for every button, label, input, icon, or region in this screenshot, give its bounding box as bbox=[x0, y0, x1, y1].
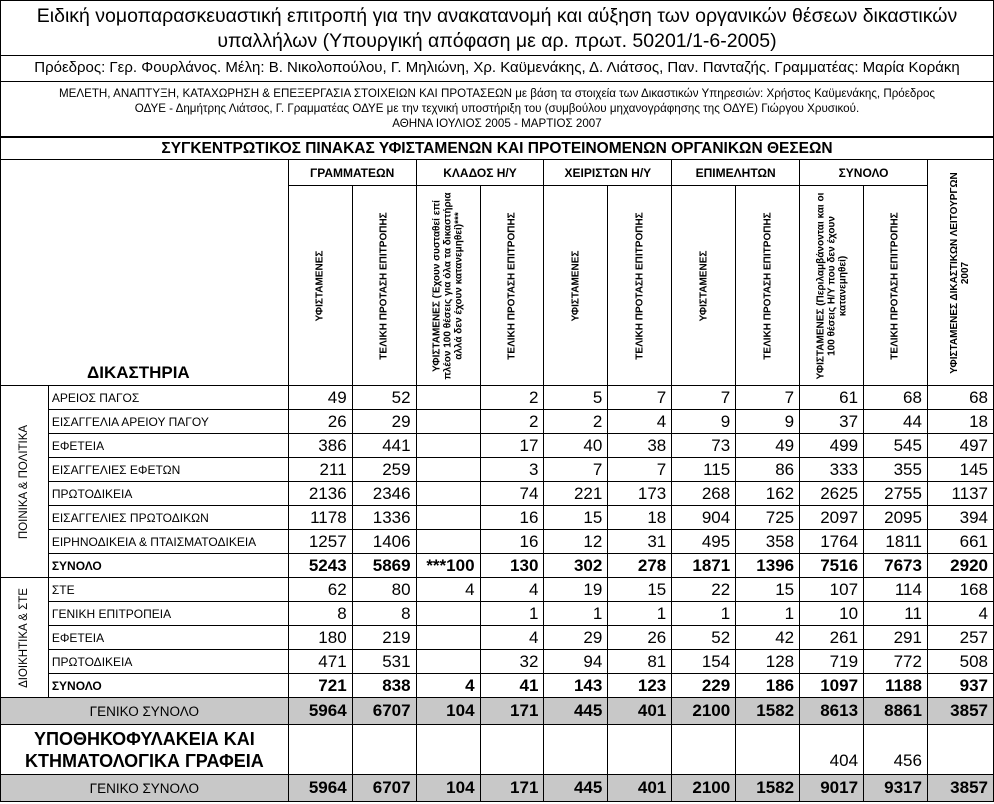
total-cell-col-6: 123 bbox=[608, 674, 672, 698]
mortgage-registries-col-9: 404 bbox=[800, 725, 864, 775]
cell-col-3 bbox=[416, 434, 480, 458]
cell-col-4: 4 bbox=[480, 626, 544, 650]
grand-total-cell-col-1: 5964 bbox=[288, 775, 352, 802]
grand-total-cell-col-9: 9017 bbox=[800, 775, 864, 802]
cell-col-11: 661 bbox=[927, 530, 993, 554]
cell-col-4: 17 bbox=[480, 434, 544, 458]
grand-total-cell-col-5: 445 bbox=[544, 775, 608, 802]
court-name: ΕΙΣΑΓΓΕΛΙΕΣ ΠΡΩΤΟΔΙΚΩΝ bbox=[48, 506, 288, 530]
subheader-judicial-officers-text: ΥΦΙΣΤΑΜΕΝΕΣ ΔΙΚΑΣΤΙΚΩΝ ΛΕΙΤΟΥΡΓΩΝ 2007 bbox=[949, 171, 972, 374]
cell-col-8: 42 bbox=[736, 626, 800, 650]
cell-col-9: 10 bbox=[800, 602, 864, 626]
cell-col-5: 19 bbox=[544, 578, 608, 602]
cell-col-11: 18 bbox=[927, 410, 993, 434]
cell-col-3 bbox=[416, 386, 480, 410]
courts-column-header: ΔΙΚΑΣΤΗΡΙΑ bbox=[1, 160, 289, 386]
grand-total-cell-col-8: 1582 bbox=[736, 775, 800, 802]
cell-col-7: 495 bbox=[672, 530, 736, 554]
grand-total-cell-col-6: 401 bbox=[608, 775, 672, 802]
cell-col-11: 394 bbox=[927, 506, 993, 530]
cell-col-8: 49 bbox=[736, 434, 800, 458]
total-cell-col-9: 7516 bbox=[800, 554, 864, 578]
cell-col-10: 1811 bbox=[864, 530, 928, 554]
cell-col-11: 257 bbox=[927, 626, 993, 650]
court-name: ΑΡΕΙΟΣ ΠΑΓΟΣ bbox=[48, 386, 288, 410]
table-row bbox=[1, 530, 994, 554]
cell-col-1: 1178 bbox=[288, 506, 352, 530]
cell-col-2: 531 bbox=[352, 650, 416, 674]
cell-col-11: 68 bbox=[927, 386, 993, 410]
court-name: ΕΙΡΗΝΟΔΙΚΕΙΑ & ΠΤΑΙΣΜΑΤΟΔΙΚΕΙΑ bbox=[48, 530, 288, 554]
mortgage-registries-col-4 bbox=[480, 725, 544, 775]
study-credits-line-1: ΜΕΛΕΤΗ, ΑΝΑΠΤΥΞΗ, ΚΑΤΑΧΩΡΗΣΗ & ΕΠΕΞΕΡΓΑΣΙΑ ΣΤΟΙΧΕΙΩΝ ΚΑΙ ΠΡΟΤΑΣΕΩΝ με βάση τα στοιχεία των Δικαστικών Υπηρεσιών: Χρήστος Καϋμενάκης, Πρόεδρος bbox=[58, 87, 936, 100]
cell-col-10: 355 bbox=[864, 458, 928, 482]
cell-col-7: 7 bbox=[672, 386, 736, 410]
total-cell-col-7: 229 bbox=[672, 674, 736, 698]
cell-col-4: 4 bbox=[480, 578, 544, 602]
grand-total-cell-col-5: 445 bbox=[544, 698, 608, 725]
cell-col-7: 22 bbox=[672, 578, 736, 602]
cell-col-10: 44 bbox=[864, 410, 928, 434]
table-row bbox=[1, 410, 994, 434]
sub-pc-existing-header bbox=[544, 186, 608, 386]
cell-col-2: 259 bbox=[352, 458, 416, 482]
total-cell-col-5: 143 bbox=[544, 674, 608, 698]
group-header-it-branch: ΚΛΑΔΟΣ Η/Υ bbox=[416, 160, 544, 186]
cell-col-1: 1257 bbox=[288, 530, 352, 554]
court-name: ΠΡΩΤΟΔΙΚΕΙΑ bbox=[48, 482, 288, 506]
grand-total-label: ΓΕΝΙΚΟ ΣΥΝΟΛΟ bbox=[1, 698, 289, 725]
cell-col-6: 4 bbox=[608, 410, 672, 434]
cell-col-10: 291 bbox=[864, 626, 928, 650]
summary-table-title: ΣΥΓΚΕΝΤΡΩΤΙΚΟΣ ΠΙΝΑΚΑΣ ΥΦΙΣΤΑΜΕΝΩΝ ΚΑΙ ΠΡΟΤΕΙΝΟΜΕΝΩΝ ΟΡΓΑΝΙΚΩΝ ΘΕΣΕΩΝ bbox=[1, 138, 994, 160]
grand-total-row bbox=[1, 775, 994, 802]
cell-col-9: 2625 bbox=[800, 482, 864, 506]
cell-col-10: 2095 bbox=[864, 506, 928, 530]
cell-col-10: 2755 bbox=[864, 482, 928, 506]
cell-col-9: 261 bbox=[800, 626, 864, 650]
sub-sec-proposal-text: ΤΕΛΙΚΗ ΠΡΟΤΑΣΗ ΕΠΙΤΡΟΠΗΣ bbox=[378, 211, 390, 360]
grand-total-row bbox=[1, 698, 994, 725]
cell-col-8: 358 bbox=[736, 530, 800, 554]
cell-col-9: 61 bbox=[800, 386, 864, 410]
sub-pc-proposal-text: ΤΕΛΙΚΗ ΠΡΟΤΑΣΗ ΕΠΙΤΡΟΠΗΣ bbox=[634, 211, 646, 360]
mortgage-registries-col-8 bbox=[736, 725, 800, 775]
cell-col-10: 68 bbox=[864, 386, 928, 410]
cell-col-8: 7 bbox=[736, 386, 800, 410]
section-total-row bbox=[1, 554, 994, 578]
cell-col-4: 2 bbox=[480, 386, 544, 410]
cell-col-6: 81 bbox=[608, 650, 672, 674]
section-total-row bbox=[1, 674, 994, 698]
sub-it-existing-header bbox=[416, 186, 480, 386]
cell-col-9: 1764 bbox=[800, 530, 864, 554]
sub-bail-proposal-header bbox=[736, 186, 800, 386]
cell-col-2: 52 bbox=[352, 386, 416, 410]
group-header-secretaries: ΓΡΑΜΜΑΤΕΩΝ bbox=[288, 160, 416, 186]
cell-col-3 bbox=[416, 626, 480, 650]
table-row bbox=[1, 458, 994, 482]
cell-col-1: 8 bbox=[288, 602, 352, 626]
cell-col-1: 26 bbox=[288, 410, 352, 434]
cell-col-7: 9 bbox=[672, 410, 736, 434]
cell-col-2: 441 bbox=[352, 434, 416, 458]
cell-col-6: 7 bbox=[608, 386, 672, 410]
sub-sec-existing-header bbox=[288, 186, 352, 386]
cell-col-1: 62 bbox=[288, 578, 352, 602]
group-header-total: ΣΥΝΟΛΟ bbox=[800, 160, 928, 186]
cell-col-4: 3 bbox=[480, 458, 544, 482]
court-name: ΣΤΕ bbox=[48, 578, 288, 602]
cell-col-1: 180 bbox=[288, 626, 352, 650]
subheader-judicial-officers bbox=[927, 160, 993, 386]
cell-col-9: 37 bbox=[800, 410, 864, 434]
cell-col-11: 508 bbox=[927, 650, 993, 674]
cell-col-3 bbox=[416, 410, 480, 434]
grand-total-cell-col-11: 3857 bbox=[927, 698, 993, 725]
cell-col-7: 1 bbox=[672, 602, 736, 626]
cell-col-9: 333 bbox=[800, 458, 864, 482]
cell-col-6: 1 bbox=[608, 602, 672, 626]
table-row bbox=[1, 578, 994, 602]
grand-total-cell-col-8: 1582 bbox=[736, 698, 800, 725]
cell-col-5: 5 bbox=[544, 386, 608, 410]
cell-col-6: 31 bbox=[608, 530, 672, 554]
cell-col-1: 2136 bbox=[288, 482, 352, 506]
table-row bbox=[1, 602, 994, 626]
sub-total-proposal-text: ΤΕΛΙΚΗ ΠΡΟΤΑΣΗ ΕΠΙΤΡΟΠΗΣ bbox=[889, 211, 901, 360]
document-title: Ειδική νομοπαρασκευαστική επιτροπή για την ανακατανομή και αύξηση των οργανικών θέσεων δικαστικών υπαλλήλων (Υπουργική απόφαση με αρ. πρωτ. 50201/1-6-2005) bbox=[0, 0, 994, 56]
total-cell-col-5: 302 bbox=[544, 554, 608, 578]
grand-total-cell-col-7: 2100 bbox=[672, 698, 736, 725]
cell-col-11: 4 bbox=[927, 602, 993, 626]
grand-total-label: ΓΕΝΙΚΟ ΣΥΝΟΛΟ bbox=[1, 775, 289, 802]
cell-col-3 bbox=[416, 482, 480, 506]
cell-col-5: 15 bbox=[544, 506, 608, 530]
court-name: ΕΙΣΑΓΓΕΛΙΑ ΑΡΕΙΟΥ ΠΑΓΟΥ bbox=[48, 410, 288, 434]
cell-col-2: 80 bbox=[352, 578, 416, 602]
grand-total-cell-col-9: 8613 bbox=[800, 698, 864, 725]
total-cell-col-1: 721 bbox=[288, 674, 352, 698]
table-row bbox=[1, 650, 994, 674]
cell-col-11: 145 bbox=[927, 458, 993, 482]
committee-members: Πρόεδρος: Γερ. Φουρλάνος. Μέλη: Β. Νικολοπούλου, Γ. Μηλιώνη, Χρ. Καϋμενάκης, Δ. Λιάτσος, Παν. Πανταζής. Γραμματέας: Μαρία Κοράκη bbox=[0, 56, 994, 82]
cell-col-5: 2 bbox=[544, 410, 608, 434]
grand-total-cell-col-10: 8861 bbox=[864, 698, 928, 725]
cell-col-3 bbox=[416, 530, 480, 554]
mortgage-registries-col-6 bbox=[608, 725, 672, 775]
sub-total-existing-text: ΥΦΙΣΤΑΜΕΝΕΣ (Περιλαμβάνονται και οι 100 θέσεις Η/Υ που δεν έχουν κατανεμηθεί) bbox=[815, 192, 849, 379]
grand-total-cell-col-4: 171 bbox=[480, 775, 544, 802]
cell-col-7: 268 bbox=[672, 482, 736, 506]
total-cell-col-6: 278 bbox=[608, 554, 672, 578]
cell-col-3 bbox=[416, 602, 480, 626]
mortgage-registries-col-2 bbox=[352, 725, 416, 775]
section-label-cell bbox=[1, 386, 49, 578]
cell-col-4: 1 bbox=[480, 602, 544, 626]
grand-total-cell-col-2: 6707 bbox=[352, 698, 416, 725]
sub-it-proposal-text: ΤΕΛΙΚΗ ΠΡΟΤΑΣΗ ΕΠΙΤΡΟΠΗΣ bbox=[506, 211, 518, 360]
cell-col-4: 16 bbox=[480, 506, 544, 530]
cell-col-9: 719 bbox=[800, 650, 864, 674]
total-cell-col-11: 2920 bbox=[927, 554, 993, 578]
cell-col-3: 4 bbox=[416, 578, 480, 602]
mortgage-registries-col-11 bbox=[927, 725, 993, 775]
grand-total-cell-col-7: 2100 bbox=[672, 775, 736, 802]
total-cell-col-2: 5869 bbox=[352, 554, 416, 578]
mortgage-registries-col-3 bbox=[416, 725, 480, 775]
total-cell-col-3: 4 bbox=[416, 674, 480, 698]
cell-col-1: 386 bbox=[288, 434, 352, 458]
section-total-label: ΣΥΝΟΛΟ bbox=[48, 554, 288, 578]
cell-col-3 bbox=[416, 506, 480, 530]
cell-col-4: 2 bbox=[480, 410, 544, 434]
mortgage-registries-label: ΥΠΟΘΗΚΟΦΥΛΑΚΕΙΑ ΚΑΙ ΚΤΗΜΑΤΟΛΟΓΙΚΑ ΓΡΑΦΕΙΑ bbox=[1, 725, 289, 775]
cell-col-5: 1 bbox=[544, 602, 608, 626]
grand-total-cell-col-11: 3857 bbox=[927, 775, 993, 802]
cell-col-5: 94 bbox=[544, 650, 608, 674]
cell-col-10: 114 bbox=[864, 578, 928, 602]
cell-col-7: 904 bbox=[672, 506, 736, 530]
cell-col-7: 154 bbox=[672, 650, 736, 674]
cell-col-1: 471 bbox=[288, 650, 352, 674]
sub-it-proposal-header bbox=[480, 186, 544, 386]
mortgage-registries-row bbox=[1, 725, 994, 775]
cell-col-11: 497 bbox=[927, 434, 993, 458]
total-cell-col-11: 937 bbox=[927, 674, 993, 698]
group-header-bailiffs: ΕΠΙΜΕΛΗΤΩΝ bbox=[672, 160, 800, 186]
total-cell-col-10: 1188 bbox=[864, 674, 928, 698]
total-cell-col-4: 130 bbox=[480, 554, 544, 578]
cell-col-3 bbox=[416, 650, 480, 674]
table-row bbox=[1, 626, 994, 650]
cell-col-5: 12 bbox=[544, 530, 608, 554]
cell-col-6: 26 bbox=[608, 626, 672, 650]
total-cell-col-10: 7673 bbox=[864, 554, 928, 578]
cell-col-8: 128 bbox=[736, 650, 800, 674]
mortgage-registries-col-7 bbox=[672, 725, 736, 775]
total-cell-col-7: 1871 bbox=[672, 554, 736, 578]
grand-total-cell-col-10: 9317 bbox=[864, 775, 928, 802]
grand-total-cell-col-4: 171 bbox=[480, 698, 544, 725]
cell-col-4: 16 bbox=[480, 530, 544, 554]
total-cell-col-8: 186 bbox=[736, 674, 800, 698]
cell-col-6: 15 bbox=[608, 578, 672, 602]
cell-col-6: 7 bbox=[608, 458, 672, 482]
total-cell-col-1: 5243 bbox=[288, 554, 352, 578]
study-credits-line-3: ΑΘΗΝΑ ΙΟΥΛΙΟΣ 2005 - ΜΑΡΤΙΟΣ 2007 bbox=[392, 117, 602, 130]
court-name: ΕΙΣΑΓΓΕΛΙΕΣ ΕΦΕΤΩΝ bbox=[48, 458, 288, 482]
cell-col-2: 1406 bbox=[352, 530, 416, 554]
sub-bail-proposal-text: ΤΕΛΙΚΗ ΠΡΟΤΑΣΗ ΕΠΙΤΡΟΠΗΣ bbox=[762, 211, 774, 360]
court-name: ΕΦΕΤΕΙΑ bbox=[48, 626, 288, 650]
cell-col-8: 15 bbox=[736, 578, 800, 602]
cell-col-8: 1 bbox=[736, 602, 800, 626]
cell-col-9: 2097 bbox=[800, 506, 864, 530]
cell-col-11: 168 bbox=[927, 578, 993, 602]
cell-col-2: 8 bbox=[352, 602, 416, 626]
cell-col-6: 38 bbox=[608, 434, 672, 458]
total-cell-col-9: 1097 bbox=[800, 674, 864, 698]
grand-total-cell-col-3: 104 bbox=[416, 698, 480, 725]
cell-col-4: 32 bbox=[480, 650, 544, 674]
sub-sec-proposal-header bbox=[352, 186, 416, 386]
cell-col-10: 545 bbox=[864, 434, 928, 458]
section-label: ΠΟΙΝΙΚΑ & ΠΟΛΙΤΙΚΑ bbox=[18, 424, 31, 539]
cell-col-1: 49 bbox=[288, 386, 352, 410]
total-cell-col-8: 1396 bbox=[736, 554, 800, 578]
sub-bail-existing-header bbox=[672, 186, 736, 386]
cell-col-2: 1336 bbox=[352, 506, 416, 530]
total-cell-col-3: ***100 bbox=[416, 554, 480, 578]
sub-total-existing-header bbox=[800, 186, 864, 386]
cell-col-5: 40 bbox=[544, 434, 608, 458]
court-name: ΓΕΝΙΚΗ ΕΠΙΤΡΟΠΕΙΑ bbox=[48, 602, 288, 626]
sub-sec-existing-text: ΥΦΙΣΤΑΜΕΝΕΣ bbox=[314, 250, 326, 321]
cell-col-6: 18 bbox=[608, 506, 672, 530]
cell-col-5: 221 bbox=[544, 482, 608, 506]
cell-col-3 bbox=[416, 458, 480, 482]
cell-col-8: 9 bbox=[736, 410, 800, 434]
court-name: ΕΦΕΤΕΙΑ bbox=[48, 434, 288, 458]
mortgage-registries-col-10: 456 bbox=[864, 725, 928, 775]
cell-col-4: 74 bbox=[480, 482, 544, 506]
total-cell-col-4: 41 bbox=[480, 674, 544, 698]
cell-col-10: 772 bbox=[864, 650, 928, 674]
grand-total-cell-col-3: 104 bbox=[416, 775, 480, 802]
table-row bbox=[1, 482, 994, 506]
mortgage-registries-col-5 bbox=[544, 725, 608, 775]
cell-col-2: 29 bbox=[352, 410, 416, 434]
cell-col-8: 162 bbox=[736, 482, 800, 506]
section-label: ΔΙΟΙΚΗΤΙΚΑ & ΣΤΕ bbox=[18, 587, 31, 688]
sub-it-existing-text: ΥΦΙΣΤΑΜΕΝΕΣ (Έχουν συσταθεί επί πλέον 100 θέσεις για όλα τα δικαστήρια αλλά δεν έχουν κατανεμηθεί)*** bbox=[431, 191, 465, 380]
group-header-pc-operators: ΧΕΙΡΙΣΤΩΝ Η/Υ bbox=[544, 160, 672, 186]
mortgage-registries-col-1 bbox=[288, 725, 352, 775]
table-row bbox=[1, 434, 994, 458]
cell-col-8: 725 bbox=[736, 506, 800, 530]
cell-col-6: 173 bbox=[608, 482, 672, 506]
section-label-cell bbox=[1, 578, 49, 698]
cell-col-5: 7 bbox=[544, 458, 608, 482]
grand-total-cell-col-6: 401 bbox=[608, 698, 672, 725]
cell-col-9: 499 bbox=[800, 434, 864, 458]
cell-col-9: 107 bbox=[800, 578, 864, 602]
court-name: ΠΡΩΤΟΔΙΚΕΙΑ bbox=[48, 650, 288, 674]
cell-col-5: 29 bbox=[544, 626, 608, 650]
cell-col-7: 115 bbox=[672, 458, 736, 482]
sub-total-proposal-header bbox=[864, 186, 928, 386]
cell-col-8: 86 bbox=[736, 458, 800, 482]
table-row bbox=[1, 506, 994, 530]
cell-col-11: 1137 bbox=[927, 482, 993, 506]
grand-total-cell-col-1: 5964 bbox=[288, 698, 352, 725]
positions-table bbox=[0, 137, 994, 802]
cell-col-7: 52 bbox=[672, 626, 736, 650]
section-total-label: ΣΥΝΟΛΟ bbox=[48, 674, 288, 698]
study-credits-line-2: ΟΔΥΕ - Δημήτρης Λιάτσος, Γ. Γραμματέας ΟΔΥΕ με την τεχνική υποστήριξη του (συμβούλου μηχανογράφησης της ΟΔΥΕ) Γιώργου Χρυσικού. bbox=[134, 102, 860, 115]
cell-col-1: 211 bbox=[288, 458, 352, 482]
cell-col-2: 219 bbox=[352, 626, 416, 650]
sub-pc-proposal-header bbox=[608, 186, 672, 386]
grand-total-cell-col-2: 6707 bbox=[352, 775, 416, 802]
sub-pc-existing-text: ΥΦΙΣΤΑΜΕΝΕΣ bbox=[570, 250, 582, 321]
sub-bail-existing-text: ΥΦΙΣΤΑΜΕΝΕΣ bbox=[698, 250, 710, 321]
table-row bbox=[1, 386, 994, 410]
total-cell-col-2: 838 bbox=[352, 674, 416, 698]
cell-col-2: 2346 bbox=[352, 482, 416, 506]
cell-col-10: 11 bbox=[864, 602, 928, 626]
study-credits bbox=[0, 82, 994, 137]
cell-col-7: 73 bbox=[672, 434, 736, 458]
